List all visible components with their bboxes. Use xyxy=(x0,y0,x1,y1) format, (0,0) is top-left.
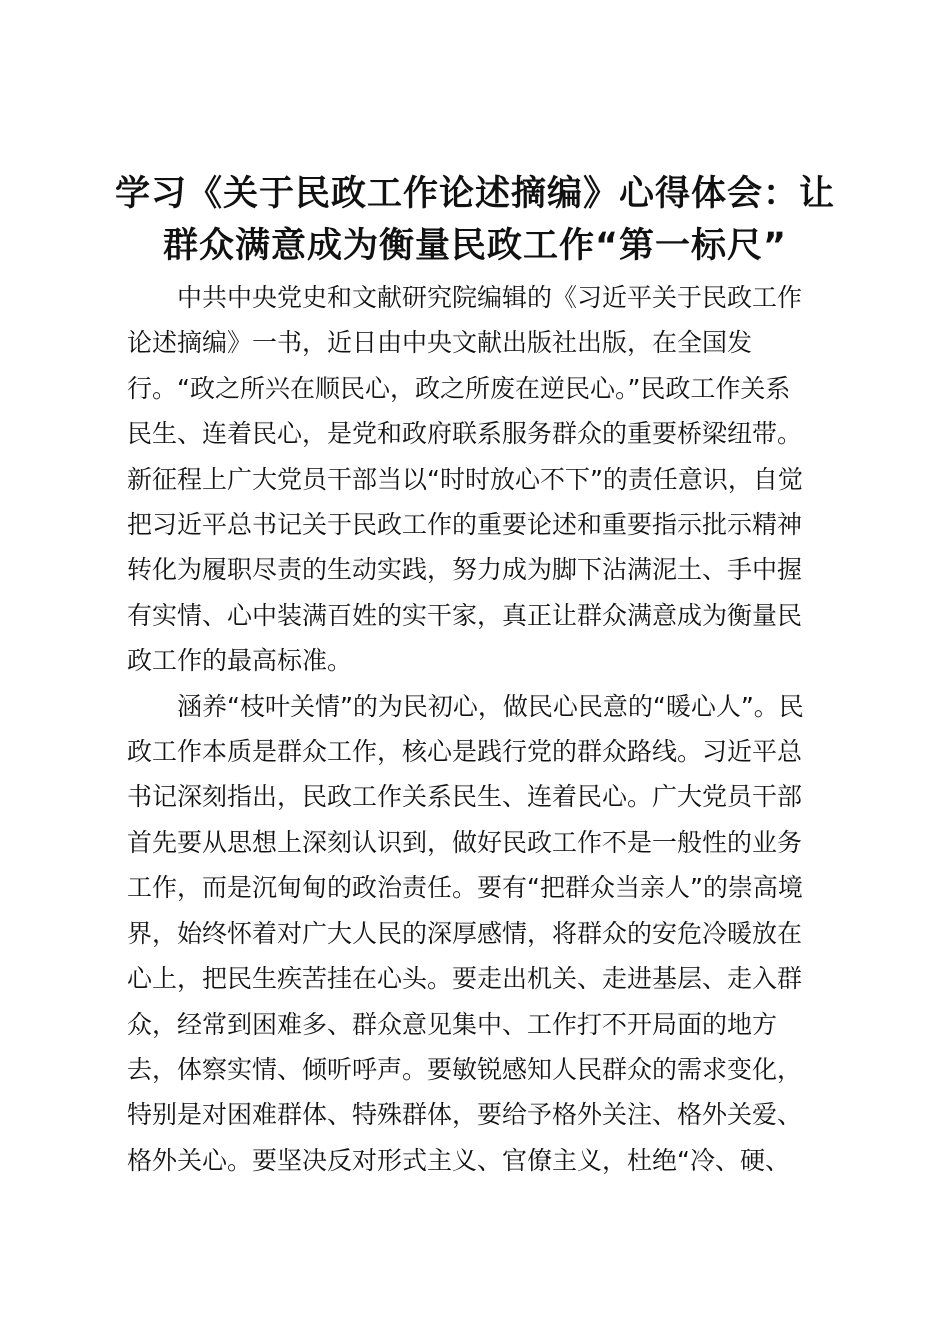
paragraph-line: 去，体察实情、倾听呼声。要敏锐感知人民群众的需求变化， xyxy=(127,1054,803,1084)
title-line: 群众满意成为衡量民政工作“第一标尺” xyxy=(162,226,787,266)
title-line: 学习《关于民政工作论述摘编》心得体会：让 xyxy=(114,174,835,214)
paragraph-line: 政工作的最高标准。 xyxy=(127,646,353,676)
paragraph-line: 书记深刻指出，民政工作关系民生、连着民心。广大党员干部 xyxy=(127,782,803,812)
paragraph-line: 行。“政之所兴在顺民心，政之所废在逆民心。”民政工作关系 xyxy=(127,373,791,403)
paragraph-line: 涵养“枝叶关情”的为民初心，做民心民意的“暖心人”。民 xyxy=(177,691,804,721)
paragraph-line: 民生、连着民心，是党和政府联系服务群众的重要桥梁纽带。 xyxy=(127,419,803,449)
paragraph-line: 心上，把民生疾苦挂在心头。要走出机关、走进基层、走入群 xyxy=(127,964,803,994)
paragraph-1 xyxy=(127,275,827,684)
paragraph-line: 众，经常到困难多、群众意见集中、工作打不开局面的地方 xyxy=(127,1009,778,1039)
paragraph-line: 政工作本质是群众工作，核心是践行党的群众路线。习近平总 xyxy=(127,737,803,767)
paragraph-line: 转化为履职尽责的生动实践，努力成为脚下沾满泥土、手中握 xyxy=(127,555,803,585)
paragraph-line: 中共中央党史和文献研究院编辑的《习近平关于民政工作 xyxy=(177,283,803,312)
document-title xyxy=(100,168,850,272)
document-body xyxy=(127,275,827,1183)
paragraph-line: 格外关心。要坚决反对形式主义、官僚主义，杜绝“冷、硬、 xyxy=(127,1145,790,1175)
paragraph-line: 论述摘编》一书，近日由中央文献出版社出版，在全国发 xyxy=(127,328,753,358)
paragraph-line: 特别是对困难群体、特殊群体，要给予格外关注、格外关爱、 xyxy=(127,1100,803,1130)
paragraph-line: 有实情、心中装满百姓的实干家，真正让群众满意成为衡量民 xyxy=(127,600,803,630)
paragraph-2 xyxy=(127,684,827,1183)
paragraph-line: 工作，而是沉甸甸的政治责任。要有“把群众当亲人”的崇高境 xyxy=(127,873,803,903)
paragraph-line: 首先要从思想上深刻认识到，做好民政工作不是一般性的业务 xyxy=(127,827,803,857)
paragraph-line: 界，始终怀着对广大人民的深厚感情，将群众的安危冷暖放在 xyxy=(127,918,803,948)
paragraph-line: 新征程上广大党员干部当以“时时放心不下”的责任意识，自觉 xyxy=(127,464,803,494)
paragraph-line: 把习近平总书记关于民政工作的重要论述和重要指示批示精神 xyxy=(127,510,803,540)
